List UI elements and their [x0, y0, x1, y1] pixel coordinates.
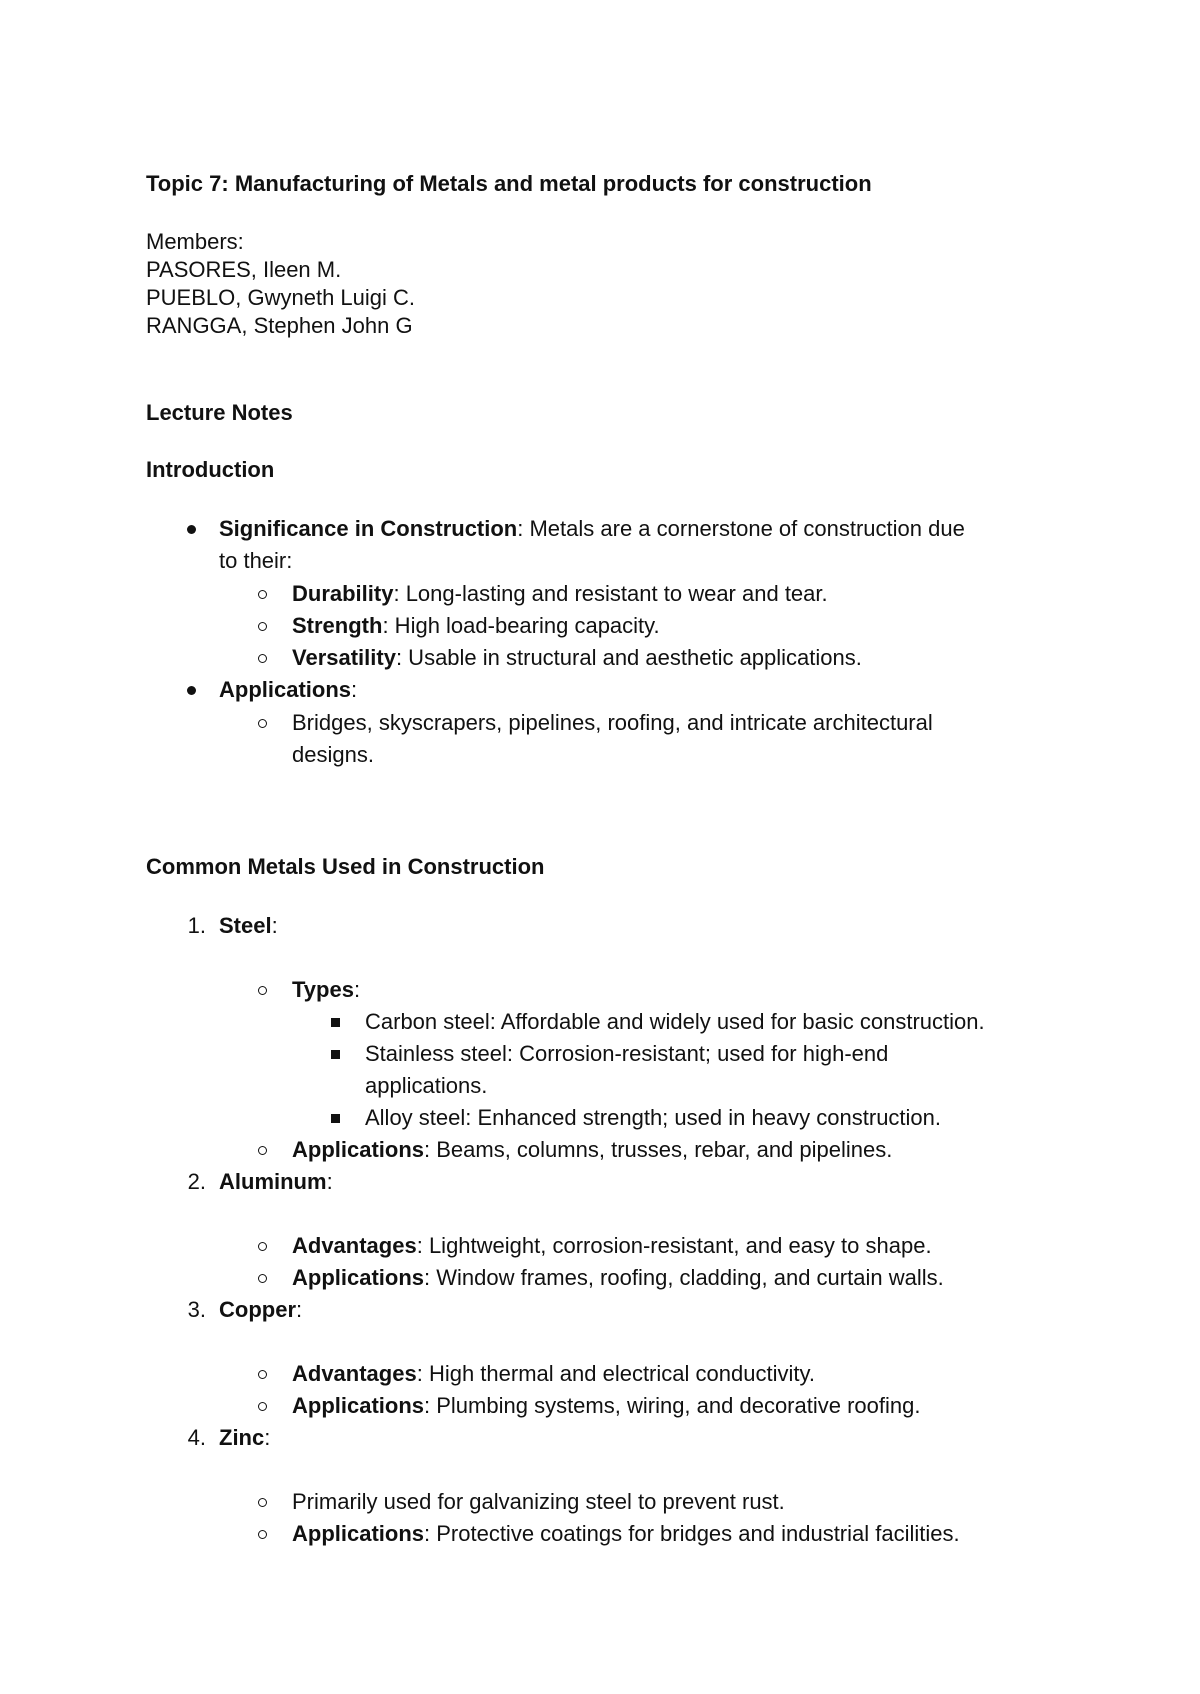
- term-label: Applications: [292, 1137, 425, 1162]
- item-text: : High load-bearing capacity.: [382, 613, 660, 638]
- item-text: : Beams, columns, trusses, rebar, and pipelines.: [424, 1137, 893, 1162]
- bullet-circle-icon: [258, 622, 267, 631]
- list-item: [292, 974, 360, 1006]
- document-title: Topic 7: Manufacturing of Metals and metal products for construction: [146, 171, 872, 196]
- list-item: [292, 642, 862, 674]
- item-text: : Long-lasting and resistant to wear and tear.: [393, 581, 828, 606]
- list-number: 4.: [187, 1425, 206, 1450]
- item-text-continued: to their:: [219, 548, 293, 573]
- term-label: Aluminum: [219, 1169, 327, 1194]
- item-text: :: [264, 1425, 271, 1450]
- item-text: :: [271, 913, 278, 938]
- list-item: Stainless steel: Corrosion-resistant; used for high-end: [365, 1041, 889, 1066]
- list-item: [292, 610, 660, 642]
- list-item: [292, 1134, 892, 1166]
- lecture-notes-heading: Lecture Notes: [146, 400, 293, 425]
- term-label: Applications: [292, 1265, 425, 1290]
- bullet-square-icon: [331, 1114, 340, 1123]
- item-text: :: [353, 977, 361, 1002]
- member-name: PASORES, Ileen M.: [146, 257, 342, 282]
- item-text-continued: applications.: [365, 1073, 488, 1098]
- list-item: [219, 1294, 302, 1326]
- term-label: Durability: [292, 581, 394, 606]
- bullet-circle-icon: [258, 986, 267, 995]
- item-text: :: [326, 1169, 333, 1194]
- item-text: : High thermal and electrical conductivity.: [416, 1361, 815, 1386]
- bullet-circle-icon: [258, 719, 267, 728]
- term-label: Advantages: [292, 1361, 417, 1386]
- list-item: [292, 1230, 932, 1262]
- bullet-disc-icon: [187, 686, 196, 695]
- list-item: [219, 513, 965, 545]
- list-item: [292, 578, 828, 610]
- member-name: PUEBLO, Gwyneth Luigi C.: [146, 285, 416, 310]
- bullet-circle-icon: [258, 1242, 267, 1251]
- bullet-circle-icon: [258, 590, 267, 599]
- term-label: Strength: [292, 613, 383, 638]
- bullet-circle-icon: [258, 1498, 267, 1507]
- list-item: [219, 1422, 270, 1454]
- item-text: :: [296, 1297, 303, 1322]
- item-text: :: [351, 677, 358, 702]
- term-label: Applications: [219, 677, 352, 702]
- members-label: Members:: [146, 229, 244, 254]
- item-text: : Usable in structural and aesthetic applications.: [395, 645, 862, 670]
- term-label: Zinc: [219, 1425, 265, 1450]
- list-item: Primarily used for galvanizing steel to prevent rust.: [292, 1489, 785, 1514]
- list-number: 3.: [187, 1297, 206, 1322]
- item-text: : Lightweight, corrosion-resistant, and easy to shape.: [416, 1233, 932, 1258]
- member-name: RANGGA, Stephen John G: [146, 313, 413, 338]
- term-label: Advantages: [292, 1233, 417, 1258]
- list-item: [292, 1518, 960, 1550]
- item-text: : Protective coatings for bridges and industrial facilities.: [424, 1521, 960, 1546]
- item-text: : Plumbing systems, wiring, and decorative roofing.: [424, 1393, 921, 1418]
- common-metals-heading: Common Metals Used in Construction: [146, 854, 545, 879]
- term-label: Significance in Construction: [219, 516, 518, 541]
- term-label: Copper: [219, 1297, 296, 1322]
- list-item: Carbon steel: Affordable and widely used for basic construction.: [365, 1009, 985, 1034]
- bullet-circle-icon: [258, 1402, 267, 1411]
- list-number: 2.: [187, 1169, 206, 1194]
- list-item: Alloy steel: Enhanced strength; used in heavy construction.: [365, 1105, 942, 1130]
- list-item: [292, 1262, 944, 1294]
- bullet-circle-icon: [258, 1370, 267, 1379]
- list-item: [219, 910, 278, 942]
- bullet-disc-icon: [187, 525, 196, 534]
- item-text: : Metals are a cornerstone of construction due: [517, 516, 965, 541]
- bullet-circle-icon: [258, 1146, 267, 1155]
- list-item: [219, 1166, 333, 1198]
- list-item: [292, 1358, 815, 1390]
- term-label: Applications: [292, 1521, 425, 1546]
- bullet-circle-icon: [258, 654, 267, 663]
- list-number: 1.: [187, 913, 206, 938]
- list-item: Bridges, skyscrapers, pipelines, roofing, and intricate architectural: [292, 710, 933, 735]
- item-text: : Window frames, roofing, cladding, and curtain walls.: [424, 1265, 944, 1290]
- bullet-square-icon: [331, 1050, 340, 1059]
- list-item: [292, 1390, 920, 1422]
- bullet-circle-icon: [258, 1530, 267, 1539]
- term-label: Steel: [219, 913, 272, 938]
- item-text-continued: designs.: [292, 742, 374, 767]
- term-label: Types: [292, 977, 354, 1002]
- list-item: [219, 674, 357, 706]
- bullet-square-icon: [331, 1018, 340, 1027]
- introduction-heading: Introduction: [146, 457, 275, 482]
- bullet-circle-icon: [258, 1274, 267, 1283]
- term-label: Versatility: [292, 645, 396, 670]
- term-label: Applications: [292, 1393, 425, 1418]
